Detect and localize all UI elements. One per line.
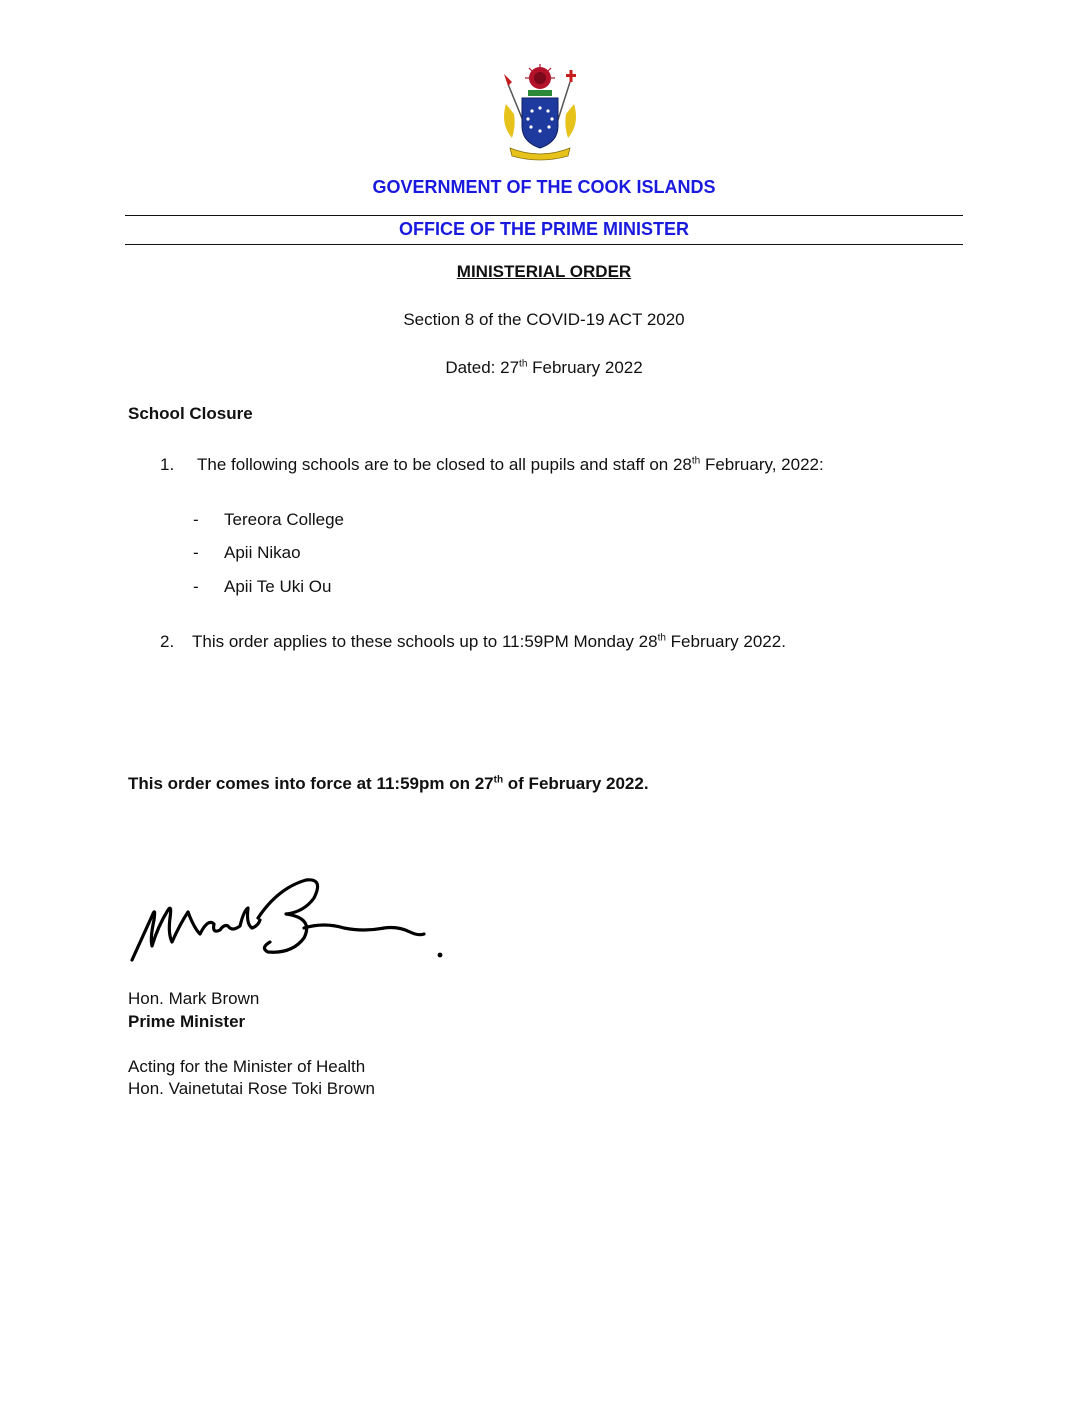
school-name: Tereora College	[224, 510, 345, 529]
school-dash: -	[193, 577, 199, 596]
dated-line	[0, 358, 1088, 378]
item-1-text-suffix: February, 2022:	[700, 455, 824, 474]
item-1-number: 1.	[160, 455, 175, 474]
signatory-title: Prime Minister	[128, 1012, 246, 1031]
force-prefix: This order comes into force at 11:59pm on 27	[128, 774, 494, 793]
acting-line: Acting for the Minister of Health	[128, 1057, 366, 1076]
item-1-sup: th	[691, 455, 701, 467]
dated-suffix: February 2022	[527, 358, 643, 377]
school-name: Apii Te Uki Ou	[224, 577, 332, 596]
dated-sup: th	[519, 358, 528, 370]
item-2-number: 2.	[160, 632, 175, 651]
force-suffix: of February 2022.	[503, 774, 649, 793]
government-title: GOVERNMENT OF THE COOK ISLANDS	[372, 177, 716, 197]
handwritten-signature	[128, 868, 458, 968]
item-2-text-suffix: February 2022.	[665, 632, 786, 651]
school-name: Apii Nikao	[224, 543, 301, 562]
school-dash: -	[193, 510, 199, 529]
item-2-text-prefix: This order applies to these schools up to 11:59PM Monday 28	[192, 632, 658, 651]
force-statement	[128, 774, 649, 794]
section-heading: School Closure	[128, 404, 253, 423]
header-rule-bottom	[125, 244, 963, 245]
order-title: MINISTERIAL ORDER	[456, 262, 632, 281]
item-1-text	[197, 455, 824, 475]
signatory-name: Hon. Mark Brown	[128, 989, 260, 1008]
section-reference: Section 8 of the COVID-19 ACT 2020	[403, 310, 685, 329]
school-dash: -	[193, 543, 199, 562]
header-rule-top	[125, 215, 963, 216]
acting-name: Hon. Vainetutai Rose Toki Brown	[128, 1079, 375, 1098]
item-2-sup: th	[657, 632, 666, 644]
coat-of-arms-emblem	[494, 64, 586, 164]
dated-prefix: Dated: 27	[445, 358, 520, 377]
item-2-text	[192, 632, 786, 652]
office-title: OFFICE OF THE PRIME MINISTER	[398, 219, 689, 239]
force-sup: th	[493, 774, 504, 786]
item-1-text-prefix: The following schools are to be closed to all pupils and staff on 28	[197, 455, 692, 474]
